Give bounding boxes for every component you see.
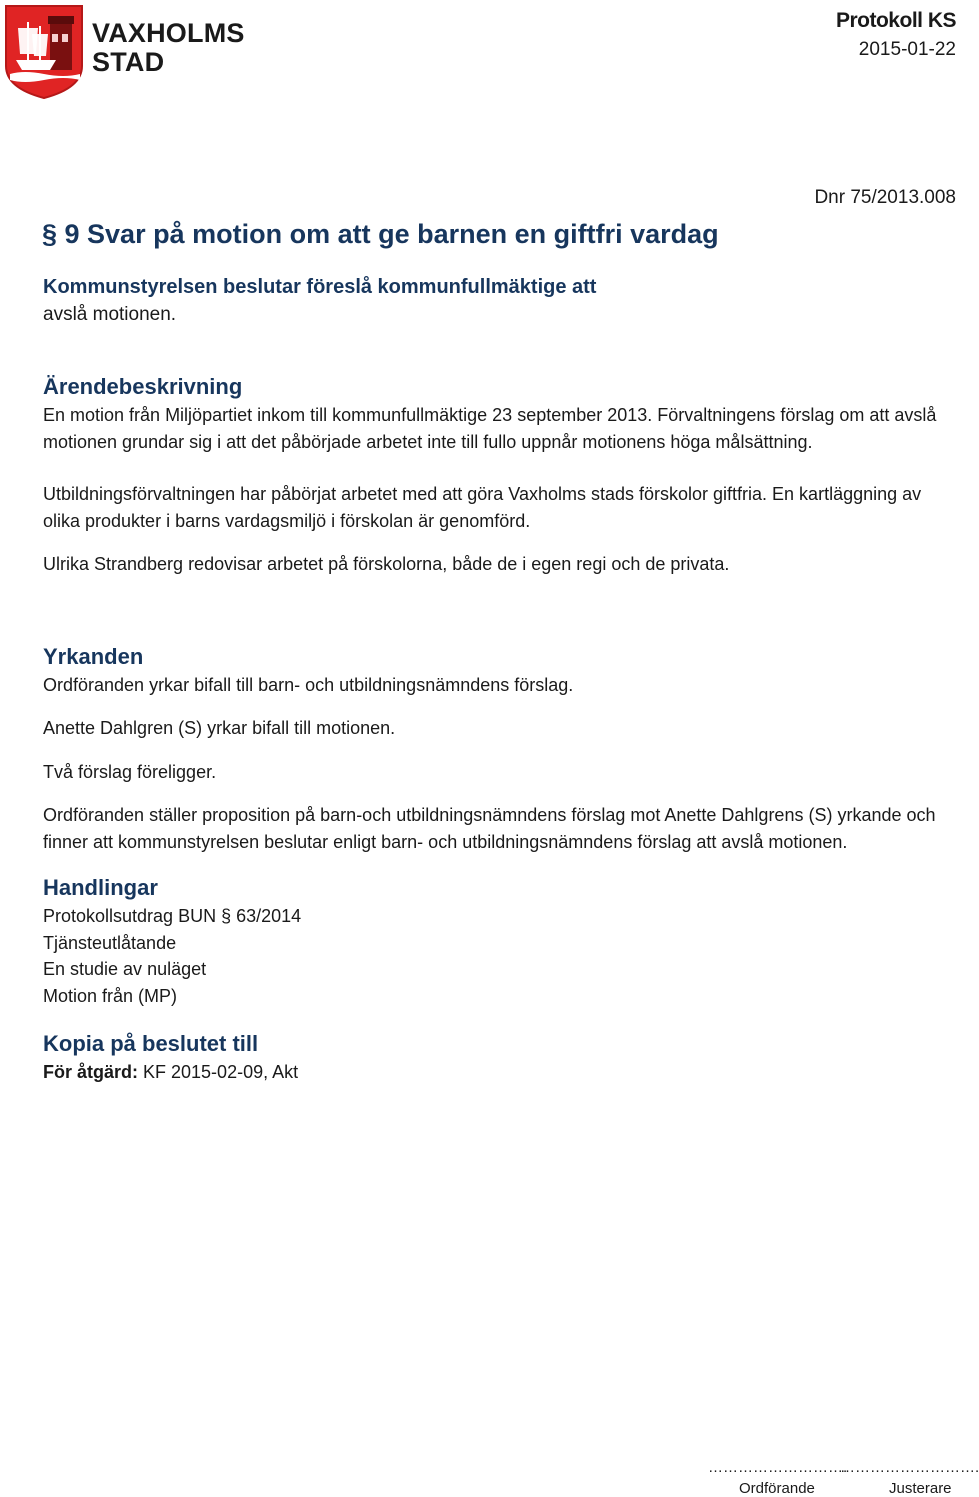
document-date: 2015-01-22 [858,39,956,60]
arende-paragraph-2: Utbildningsförvaltningen har påbörjat arbetet med att göra Vaxholms stads förskolor giftfria. En kartläggning av olika produkter i barns vardagsmiljö i förskolan är genomförd. [43,484,922,531]
kopia-value: KF 2015-02-09, Akt [138,1062,299,1082]
handling-item: Protokollsutdrag BUN § 63/2014 [43,906,302,926]
yrkanden-paragraph-2: Anette Dahlgren (S) yrkar bifall till motionen. [43,718,396,738]
handling-item: Tjänsteutlåtande [43,932,177,953]
yrkanden-paragraph-4: Ordföranden ställer proposition på barn-och utbildningsnämndens förslag mot Anette Dahlgrens (S) yrkande och finner att kommunstyrelsen beslutar enligt barn- och utbildningsnämndens förslag att avslå motionen. [43,805,936,852]
decision-text: avslå motionen. [43,304,177,325]
decision-heading: Kommunstyrelsen beslutar föreslå kommunfullmäktige att [43,276,597,298]
signature-line-justerare: ………………………. [840,1459,979,1476]
signature-label-ordforande: Ordförande [739,1480,815,1497]
kopia-label: För åtgärd: [43,1062,139,1082]
document-type: Protokoll KS [835,9,956,32]
handling-item: Motion från (MP) [43,985,178,1006]
arende-heading: Ärendebeskrivning [43,374,243,399]
arende-paragraph-1: En motion från Miljöpartiet inkom till kommunfullmäktige 23 september 2013. Förvaltningens förslag om att avslå motionen grundar sig i att det påbörjade arbetet inte till fullo uppnår motionens höga målsättning. [43,405,937,452]
page-title: § 9 Svar på motion om att ge barnen en giftfri vardag [42,219,719,249]
brand-name-line2: STAD [92,47,165,77]
kopia-heading: Kopia på beslutet till [43,1031,259,1056]
vaxholm-coat-of-arms-logo [4,4,84,100]
handlingar-heading: Handlingar [43,875,158,900]
arende-paragraph-3: Ulrika Strandberg redovisar arbetet på förskolorna, både de i egen regi och de privata. [43,554,730,574]
kopia-line [43,1059,955,1086]
case-number: Dnr 75/2013.008 [814,187,956,208]
yrkanden-paragraph-1: Ordföranden yrkar bifall till barn- och utbildningsnämndens förslag. [43,674,574,695]
signature-line-ordforande: ………………………. [708,1459,848,1476]
signature-label-justerare: Justerare [889,1480,952,1497]
handling-item: En studie av nuläget [43,959,207,979]
document-body [43,210,955,1086]
brand-name-line1: VAXHOLMS [92,18,245,48]
yrkanden-heading: Yrkanden [43,643,144,669]
yrkanden-paragraph-3: Två förslag föreligger. [43,761,217,782]
